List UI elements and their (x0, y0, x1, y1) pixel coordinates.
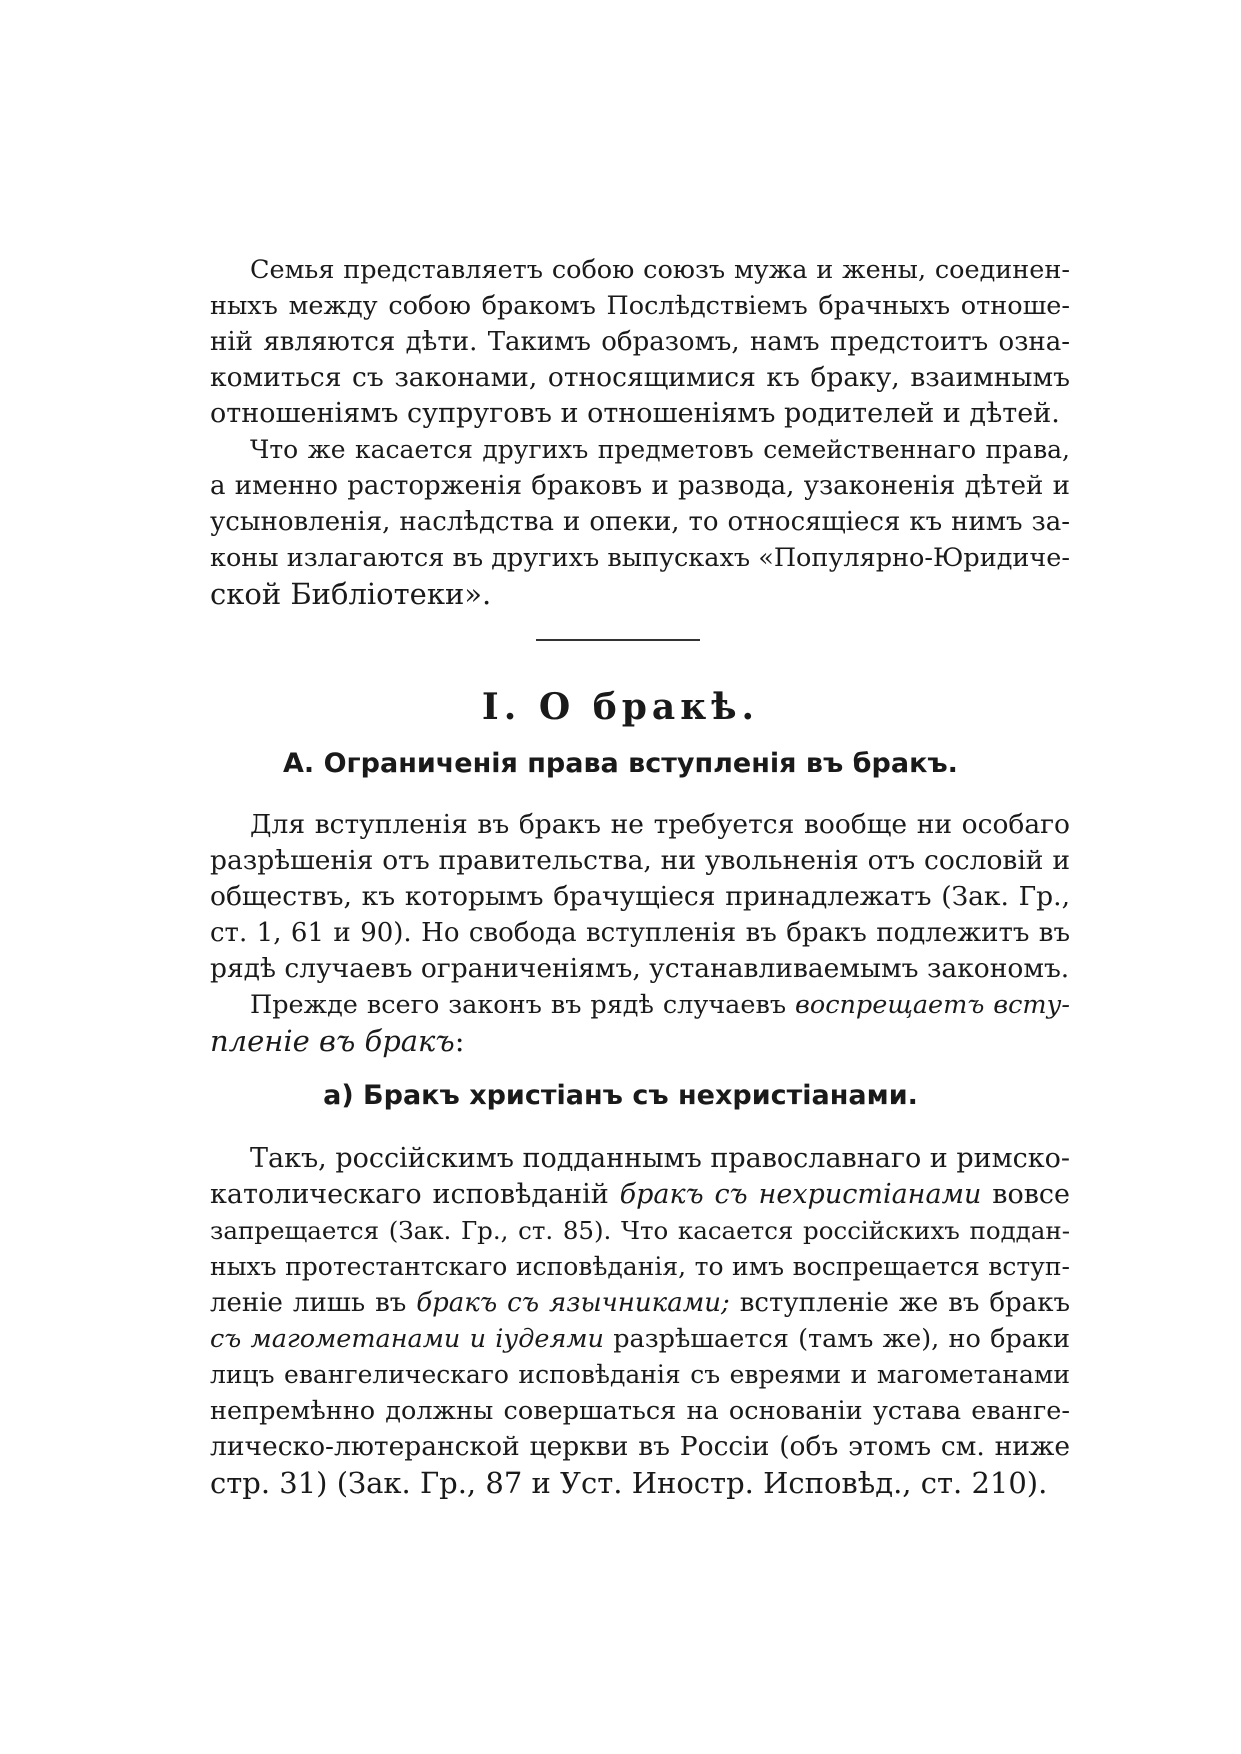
text-line (210, 1177, 1070, 1213)
text-line: рядѣ случаевъ ограниченіямъ, устанавливаемымъ закономъ. (210, 953, 1070, 984)
text-line: ныхъ между собою бракомъ Послѣдствіемъ брачныхъ отноше- (210, 291, 1070, 321)
text-line: Семья представляетъ собою союзъ мужа и жены, соединен- (250, 255, 1070, 285)
text-line: непремѣнно должны совершаться на основаніи устава еванге- (210, 1396, 1070, 1426)
intro-paragraph-1 (210, 252, 1070, 432)
text-line: Такъ, россійскимъ подданнымъ православнаго и римско- (250, 1143, 1071, 1174)
emphasis-text: бракъ съ нехристіанами (619, 1179, 982, 1210)
text-run: вовсе (981, 1179, 1071, 1210)
emphasis-text: воспрещаетъ всту- (795, 990, 1070, 1020)
section-b-paragraph (210, 1141, 1070, 1501)
text-line (210, 1285, 1070, 1321)
emphasis-text: съ магометанами и іудеями (210, 1324, 604, 1354)
section-a-heading: А. Ограниченія права вступленія въ бракъ. (283, 748, 958, 779)
section-a-paragraph-1 (210, 807, 1070, 987)
text-line: комиться съ законами, относящимися къ браку, взаимнымъ (210, 362, 1070, 393)
text-line: запрещается (Зак. Гр., ст. 85). Что касается россійскихъ поддан- (210, 1216, 1070, 1245)
text-line: отношеніямъ супруговъ и отношеніямъ родителей и дѣтей. (210, 398, 1060, 429)
section-b-heading: а) Бракъ христіанъ съ нехристіанами. (323, 1080, 918, 1111)
text-run: : (454, 1024, 465, 1058)
text-line: разрѣшенія отъ правительства, ни увольненія отъ сословій и (210, 845, 1070, 876)
text-line: стр. 31) (Зак. Гр., 87 и Уст. Иностр. Исповѣд., ст. 210). (210, 1466, 1048, 1500)
section-divider (536, 639, 700, 641)
text-run: вступленіе же въ бракъ (729, 1288, 1070, 1318)
text-line: ній являются дѣти. Такимъ образомъ, намъ предстоитъ озна- (210, 327, 1070, 357)
text-line: ныхъ протестантскаго исповѣданія, то имъ воспрещается вступ- (210, 1252, 1070, 1281)
text-line: усыновленія, наслѣдства и опеки, то относящіеся къ нимъ за- (210, 507, 1070, 537)
text-line: ской Библіотеки». (210, 577, 492, 611)
text-line (210, 1321, 1070, 1357)
text-line: Что же касается другихъ предметовъ семейственнаго права, (250, 435, 1070, 464)
section-a-paragraph-2 (210, 987, 1070, 1059)
text-line: лическо-лютеранской церкви въ Россіи (объ этомъ см. ниже (210, 1431, 1070, 1462)
intro-paragraph-2 (210, 432, 1070, 612)
text-line (210, 1023, 1070, 1059)
emphasis-text: бракъ съ язычниками; (416, 1288, 730, 1318)
text-run: леніе лишь въ (210, 1288, 417, 1318)
chapter-title: I. О бракѣ. (481, 686, 760, 728)
text-line: лицъ евангелическаго исповѣданія съ евреями и магометанами (210, 1360, 1070, 1389)
text-run: разрѣшается (тамъ же), но браки (603, 1324, 1070, 1354)
text-line: а именно расторженія браковъ и развода, узаконенія дѣтей и (210, 471, 1070, 501)
text-run: католическаго исповѣданій (210, 1179, 620, 1210)
emphasis-text: пленіе въ бракъ (210, 1024, 455, 1058)
text-run: Прежде всего законъ въ рядѣ случаевъ (250, 990, 796, 1020)
text-line (210, 987, 1070, 1023)
text-line: Для вступленія въ бракъ не требуется вообще ни особаго (250, 809, 1070, 840)
text-line: обществъ, къ которымъ брачущіеся принадлежатъ (Зак. Гр., (210, 881, 1070, 912)
text-line: ст. 1, 61 и 90). Но свобода вступленія въ бракъ подлежитъ въ (210, 918, 1070, 948)
text-line: коны излагаются въ другихъ выпускахъ «Популярно-Юридиче- (210, 543, 1070, 573)
